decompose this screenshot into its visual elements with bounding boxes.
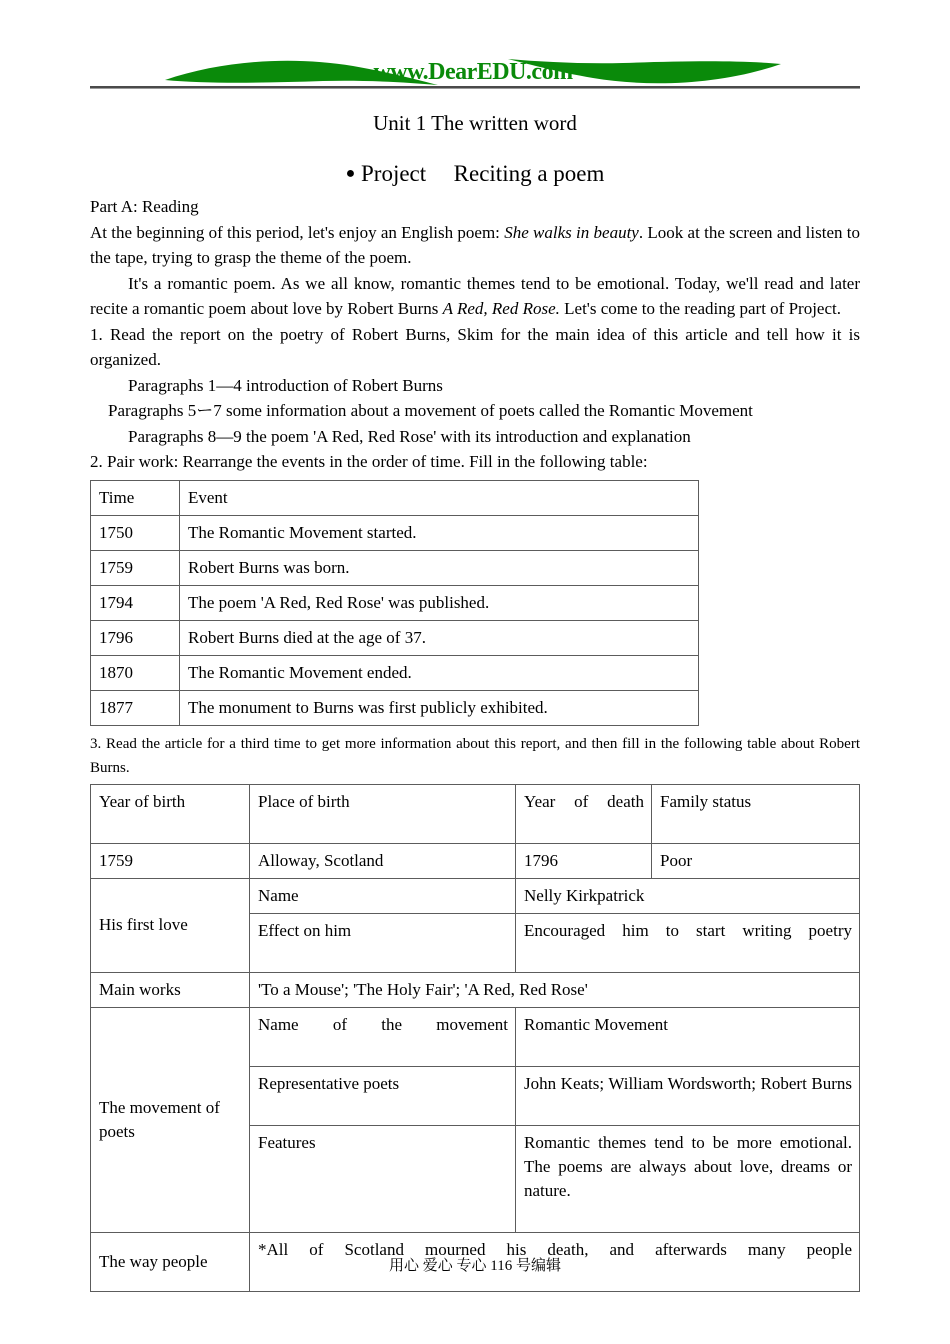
- task-3-instruction: 3. Read the article for a third time to get more information about this report, and then fill in the following table about Robert Burns.: [90, 735, 860, 776]
- table-row: [91, 972, 860, 1007]
- column-header-event: Event: [180, 480, 699, 515]
- header-place-of-birth: Place of birth: [250, 784, 516, 843]
- romantic-text-a: It's a romantic poem. As we all know, romantic themes tend to be emotional. Today, we'll read and later recite a romantic poem about love by Robert Burns: [90, 273, 860, 318]
- logo-text: www.DearEDU.com: [373, 59, 573, 85]
- table-header-row: [91, 784, 860, 843]
- cell-place-of-birth: Alloway, Scotland: [250, 843, 516, 878]
- cell-time: 1759: [91, 550, 180, 585]
- cell-way-people-label: The way people: [91, 1232, 250, 1291]
- cell-movement-name-label: Name of the movement: [250, 1007, 516, 1066]
- table-row: [91, 690, 699, 725]
- part-a-label: Part A: Reading: [90, 197, 199, 216]
- dearedu-logo: [163, 54, 783, 90]
- cell-features-value: Romantic themes tend to be more emotional. The poems are always about love, dreams or nature.: [516, 1125, 860, 1232]
- intro-text-a: At the beginning of this period, let's enjoy an English poem:: [90, 222, 505, 242]
- document-body: [90, 100, 860, 1292]
- cell-first-love-effect-label: Effect on him: [250, 913, 516, 972]
- cell-representative-poets-value: John Keats; William Wordsworth; Robert Burns: [516, 1066, 860, 1125]
- cell-event: The poem 'A Red, Red Rose' was published.: [180, 585, 699, 620]
- cell-first-love-name-value: Nelly Kirkpatrick: [516, 878, 860, 913]
- cell-first-love-effect-value: Encouraged him to start writing poetry: [516, 913, 860, 972]
- task-1-instruction: 1. Read the report on the poetry of Robert Burns, Skim for the main idea of this article and tell how it is organized.: [90, 324, 860, 369]
- outline-item-3: Paragraphs 8—9 the poem 'A Red, Red Rose' with its introduction and explanation: [128, 426, 691, 446]
- cell-event: Robert Burns died at the age of 37.: [180, 620, 699, 655]
- outline-item-1: Paragraphs 1—4 introduction of Robert Burns: [128, 375, 443, 395]
- header-family-status: Family status: [652, 784, 860, 843]
- table-row: [91, 878, 860, 913]
- page-header: [0, 0, 950, 92]
- intro-paragraph: [90, 220, 860, 271]
- romantic-paragraph: [90, 271, 860, 322]
- cell-features-label: Features: [250, 1125, 516, 1232]
- poem-title-a-red-red-rose: A Red, Red Rose.: [442, 299, 560, 318]
- subtitle-activity: Reciting a poem: [453, 161, 605, 186]
- cell-way-people-value: *All of Scotland mourned his death, and afterwards many people: [250, 1232, 860, 1291]
- table-row: [91, 843, 860, 878]
- cell-family-status: Poor: [652, 843, 860, 878]
- cell-movement-of-poets-label: The movement of poets: [91, 1007, 250, 1232]
- subtitle-project: Project: [361, 161, 427, 186]
- cell-time: 1794: [91, 585, 180, 620]
- cell-first-love-name-label: Name: [250, 878, 516, 913]
- table-row: [91, 550, 699, 585]
- cell-time: 1750: [91, 515, 180, 550]
- cell-event: The monument to Burns was first publicly exhibited.: [180, 690, 699, 725]
- outline-item-2: Paragraphs 5ー7 some information about a movement of poets called the Romantic Movement: [108, 401, 753, 420]
- cell-his-first-love-label: His first love: [91, 878, 250, 972]
- cell-event: Robert Burns was born.: [180, 550, 699, 585]
- section-subtitle: [90, 158, 860, 190]
- cell-event: The Romantic Movement ended.: [180, 655, 699, 690]
- cell-year-of-death: 1796: [516, 843, 652, 878]
- cell-time: 1870: [91, 655, 180, 690]
- header-year-of-birth: Year of birth: [91, 784, 250, 843]
- cell-main-works-value: 'To a Mouse'; 'The Holy Fair'; 'A Red, Red Rose': [250, 972, 860, 1007]
- footer-text: 用心 爱心 专心 116 号编辑: [389, 1258, 561, 1274]
- cell-time: 1877: [91, 690, 180, 725]
- cell-event: The Romantic Movement started.: [180, 515, 699, 550]
- table-row: [91, 620, 699, 655]
- table-row: [91, 655, 699, 690]
- cell-representative-poets-label: Representative poets: [250, 1066, 516, 1125]
- page-title: Unit 1 The written word: [373, 111, 577, 135]
- events-table: [90, 480, 699, 726]
- table-row: [91, 585, 699, 620]
- cell-time: 1796: [91, 620, 180, 655]
- intro-text-b: . Look at the screen and listen to the tape, trying to grasp the theme of the poem.: [90, 222, 860, 267]
- table-row: [91, 1007, 860, 1066]
- column-header-time: Time: [91, 480, 180, 515]
- cell-year-of-birth: 1759: [91, 843, 250, 878]
- bullet-icon: ●: [345, 165, 356, 182]
- poem-title-she-walks: She walks in beauty: [504, 222, 639, 242]
- robert-burns-table: [90, 784, 860, 1292]
- header-divider: [90, 86, 860, 89]
- task-2-instruction: 2. Pair work: Rearrange the events in the order of time. Fill in the following table:: [90, 452, 648, 471]
- table-row: [91, 515, 699, 550]
- romantic-text-b: Let's come to the reading part of Project.: [559, 299, 841, 318]
- table-header-row: [91, 480, 699, 515]
- cell-movement-name-value: Romantic Movement: [516, 1007, 860, 1066]
- page-footer: [0, 1255, 950, 1277]
- cell-main-works-label: Main works: [91, 972, 250, 1007]
- header-year-of-death: Year of death: [516, 784, 652, 843]
